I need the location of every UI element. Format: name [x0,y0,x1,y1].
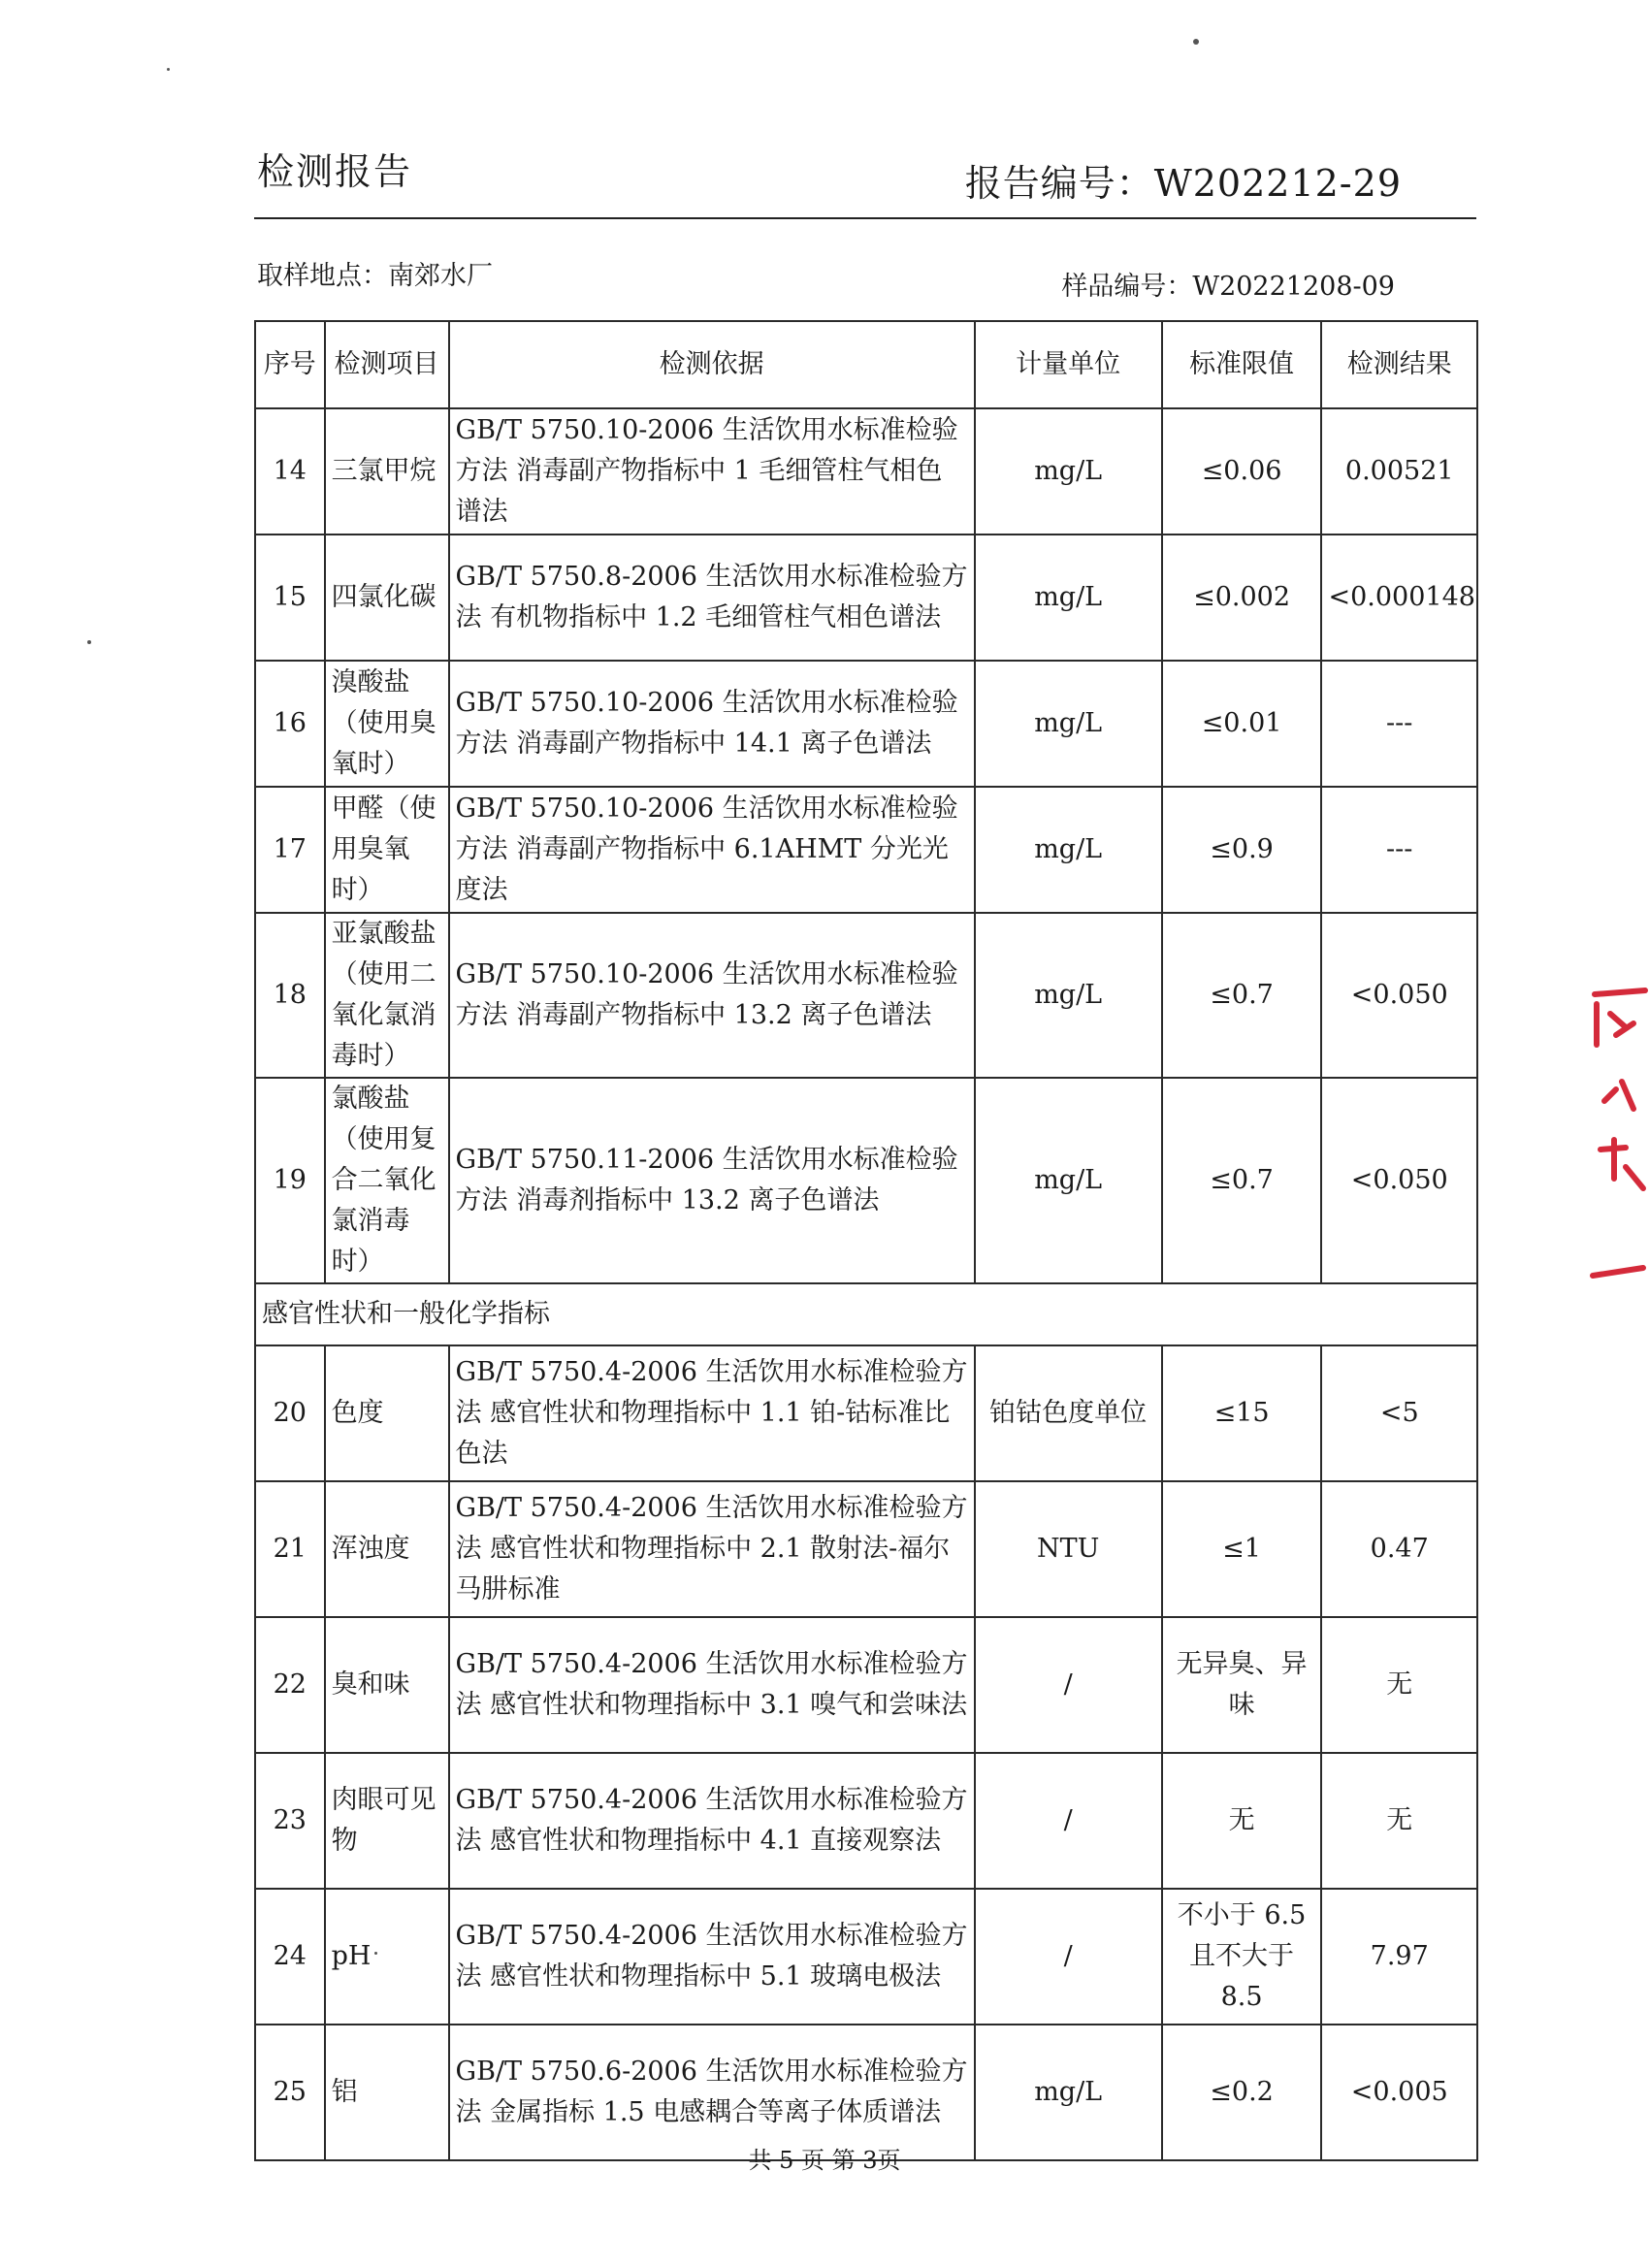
table-row [255,1753,1477,1889]
row-no: 21 [255,1481,325,1617]
table-row [255,661,1477,787]
row-method: GB/T 5750.4-2006 生活饮用水标准检验方法 感官性状和物理指标中 3.1 嗅气和尝味法 [449,1617,975,1753]
row-item: pH [325,1889,449,2025]
scan-speck [374,1952,377,1955]
row-method: GB/T 5750.10-2006 生活饮用水标准检验方法 消毒副产物指标中 13.2 离子色谱法 [449,913,975,1078]
col-header-limit: 标准限值 [1162,321,1322,408]
row-unit: / [975,1889,1162,2025]
row-item: 三氯甲烷 [325,408,449,535]
row-result: 无 [1321,1617,1477,1753]
row-unit: / [975,1753,1162,1889]
row-method: GB/T 5750.6-2006 生活饮用水标准检验方法 金属指标 1.5 电感耦合等离子体质谱法 [449,2025,975,2160]
sampling-site: 取样地点：南郊水厂 [257,261,493,291]
seal-stamp-fragment [1587,985,1649,1295]
row-item: 臭和味 [325,1617,449,1753]
row-method: GB/T 5750.8-2006 生活饮用水标准检验方法 有机物指标中 1.2 毛细管柱气相色谱法 [449,535,975,661]
table-row [255,408,1477,535]
row-limit: ≤0.01 [1162,661,1322,787]
row-item: 氯酸盐（使用复合二氧化氯消毒时） [325,1078,449,1283]
col-header-method: 检测依据 [449,321,975,408]
table-row [255,787,1477,913]
table-row [255,1617,1477,1753]
row-no: 16 [255,661,325,787]
row-method: GB/T 5750.10-2006 生活饮用水标准检验方法 消毒副产物指标中 1 毛细管柱气相色谱法 [449,408,975,535]
row-result: <5 [1321,1345,1477,1481]
row-result: <0.050 [1321,913,1477,1078]
row-result: <0.050 [1321,1078,1477,1283]
row-no: 24 [255,1889,325,2025]
table-row [255,1345,1477,1481]
section-row [255,1283,1477,1345]
row-limit: ≤1 [1162,1481,1322,1617]
row-result: --- [1321,787,1477,913]
page-footer: 共 5 页 第 3页 [748,2147,901,2174]
row-result: 7.97 [1321,1889,1477,2025]
row-no: 18 [255,913,325,1078]
row-unit: mg/L [975,2025,1162,2160]
row-limit: ≤0.06 [1162,408,1322,535]
row-limit: ≤0.2 [1162,2025,1322,2160]
row-method: GB/T 5750.10-2006 生活饮用水标准检验方法 消毒副产物指标中 14.1 离子色谱法 [449,661,975,787]
row-result: 无 [1321,1753,1477,1889]
row-item: 亚氯酸盐（使用二氧化氯消毒时） [325,913,449,1078]
col-header-unit: 计量单位 [975,321,1162,408]
row-unit: 铂钴色度单位 [975,1345,1162,1481]
results-table [254,320,1478,2161]
row-method: GB/T 5750.4-2006 生活饮用水标准检验方法 感官性状和物理指标中 2.1 散射法-福尔马肼标准 [449,1481,975,1617]
row-limit: ≤0.7 [1162,1078,1322,1283]
row-unit: / [975,1617,1162,1753]
row-no: 17 [255,787,325,913]
row-limit: 不小于 6.5 且不大于 8.5 [1162,1889,1322,2025]
row-limit: ≤0.9 [1162,787,1322,913]
header-rule [254,217,1476,219]
row-no: 22 [255,1617,325,1753]
row-no: 20 [255,1345,325,1481]
row-unit: mg/L [975,1078,1162,1283]
row-no: 23 [255,1753,325,1889]
report-number: 报告编号：W202212-29 [964,162,1402,205]
row-limit: 无 [1162,1753,1322,1889]
row-unit: mg/L [975,408,1162,535]
row-no: 14 [255,408,325,535]
row-no: 25 [255,2025,325,2160]
row-result: <0.005 [1321,2025,1477,2160]
scan-speck [167,68,170,71]
row-unit: mg/L [975,913,1162,1078]
row-no: 19 [255,1078,325,1283]
report-title: 检测报告 [257,150,413,193]
row-limit: ≤0.7 [1162,913,1322,1078]
table-row [255,1481,1477,1617]
row-item: 肉眼可见物 [325,1753,449,1889]
col-header-no: 序号 [255,321,325,408]
row-result: 0.47 [1321,1481,1477,1617]
row-unit: mg/L [975,535,1162,661]
row-no: 15 [255,535,325,661]
scan-speck [87,640,91,644]
row-limit: ≤0.002 [1162,535,1322,661]
table-row [255,535,1477,661]
row-unit: mg/L [975,787,1162,913]
row-item: 浑浊度 [325,1481,449,1617]
table-row [255,913,1477,1078]
col-header-item: 检测项目 [325,321,449,408]
row-item: 色度 [325,1345,449,1481]
col-header-result: 检测结果 [1321,321,1477,408]
row-unit: NTU [975,1481,1162,1617]
row-method: GB/T 5750.4-2006 生活饮用水标准检验方法 感官性状和物理指标中 5.1 玻璃电极法 [449,1889,975,2025]
row-item: 甲醛（使用臭氧时） [325,787,449,913]
table-row [255,1078,1477,1283]
row-method: GB/T 5750.4-2006 生活饮用水标准检验方法 感官性状和物理指标中 4.1 直接观察法 [449,1753,975,1889]
row-result: <0.000148 [1321,535,1477,661]
scan-speck [1193,39,1199,45]
row-result: --- [1321,661,1477,787]
table-row [255,2025,1477,2160]
row-item: 溴酸盐（使用臭氧时） [325,661,449,787]
row-result: 0.00521 [1321,408,1477,535]
table-header-row [255,321,1477,408]
row-method: GB/T 5750.10-2006 生活饮用水标准检验方法 消毒副产物指标中 6.1AHMT 分光光度法 [449,787,975,913]
row-method: GB/T 5750.11-2006 生活饮用水标准检验方法 消毒剂指标中 13.2 离子色谱法 [449,1078,975,1283]
row-unit: mg/L [975,661,1162,787]
row-method: GB/T 5750.4-2006 生活饮用水标准检验方法 感官性状和物理指标中 1.1 铂-钴标准比色法 [449,1345,975,1481]
section-title: 感官性状和一般化学指标 [255,1283,1477,1345]
table-row [255,1889,1477,2025]
sample-number: 样品编号：W20221208-09 [1061,272,1395,302]
row-limit: 无异臭、异味 [1162,1617,1322,1753]
row-limit: ≤15 [1162,1345,1322,1481]
row-item: 铝 [325,2025,449,2160]
row-item: 四氯化碳 [325,535,449,661]
